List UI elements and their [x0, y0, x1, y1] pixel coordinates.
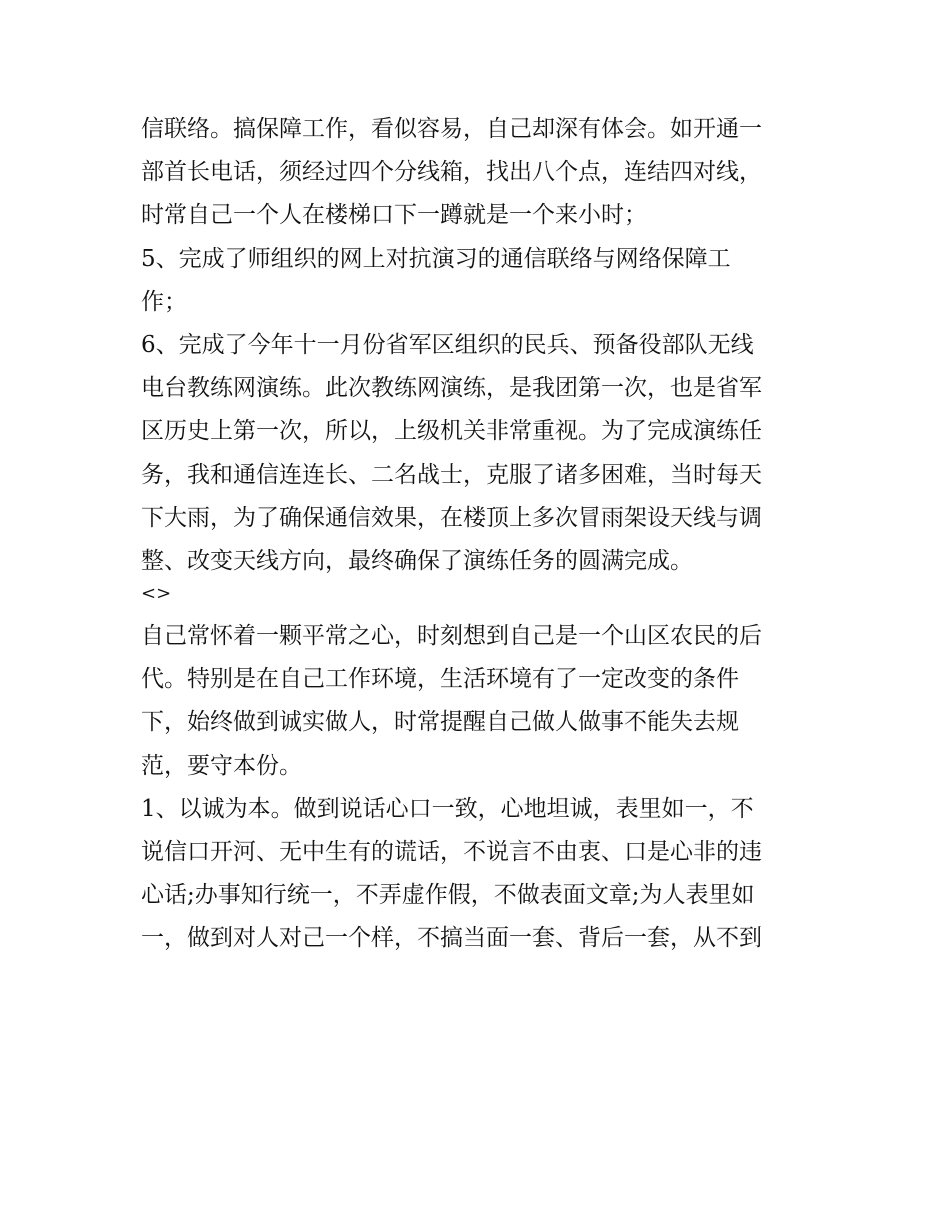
text-line: 电台教练网演练。此次教练网演练，是我团第一次，也是省军	[141, 375, 762, 402]
text-line: 整、改变天线方向，最终确保了演练任务的圆满完成。	[141, 547, 693, 574]
text-line: 部首长电话，须经过四个分线箱，找出八个点，连结四对线，	[141, 159, 762, 186]
text-line: 务，我和通信连连长、二名战士，克服了诸多困难，当时每天	[141, 461, 762, 488]
section-marker: <>	[141, 583, 172, 605]
body-text	[141, 108, 821, 961]
text-line: 信联络。搞保障工作，看似容易，自己却深有体会。如开通一	[141, 116, 762, 142]
list-item-5: 5、完成了师组织的网上对抗演习的通信联络与网络保障工	[141, 245, 731, 272]
text-line: 作；	[141, 288, 187, 315]
text-line: 说信口开河、无中生有的谎话，不说言不由衷、口是心非的违	[141, 839, 762, 865]
text-line: 时常自己一个人在楼梯口下一蹲就是一个来小时；	[141, 202, 647, 229]
list-item-6: 6、完成了今年十一月份省军区组织的民兵、预备役部队无线	[141, 331, 754, 358]
paragraph-line: 自己常怀着一颗平常之心，时刻想到自己是一个山区农民的后	[141, 623, 762, 650]
paragraph-line: 代。特别是在自己工作环境，生活环境有了一定改变的条件	[141, 666, 739, 693]
text-line: 区历史上第一次，所以，上级机关非常重视。为了完成演练任	[141, 418, 762, 445]
paragraph-line: 范，要守本份。	[141, 752, 302, 779]
text-line: 下大雨，为了确保通信效果，在楼顶上多次冒雨架设天线与调	[141, 504, 762, 531]
paragraph-line: 下，始终做到诚实做人，时常提醒自己做人做事不能失去规	[141, 709, 739, 736]
text-line: 一，做到对人对己一个样，不搞当面一套、背后一套，从不到	[141, 925, 762, 952]
list-item-1: 1、以诚为本。做到说话心口一致，心地坦诚，表里如一，不	[141, 795, 754, 822]
text-line: 心话;办事知行统一，不弄虚作假，不做表面文章;为人表里如	[141, 882, 755, 909]
